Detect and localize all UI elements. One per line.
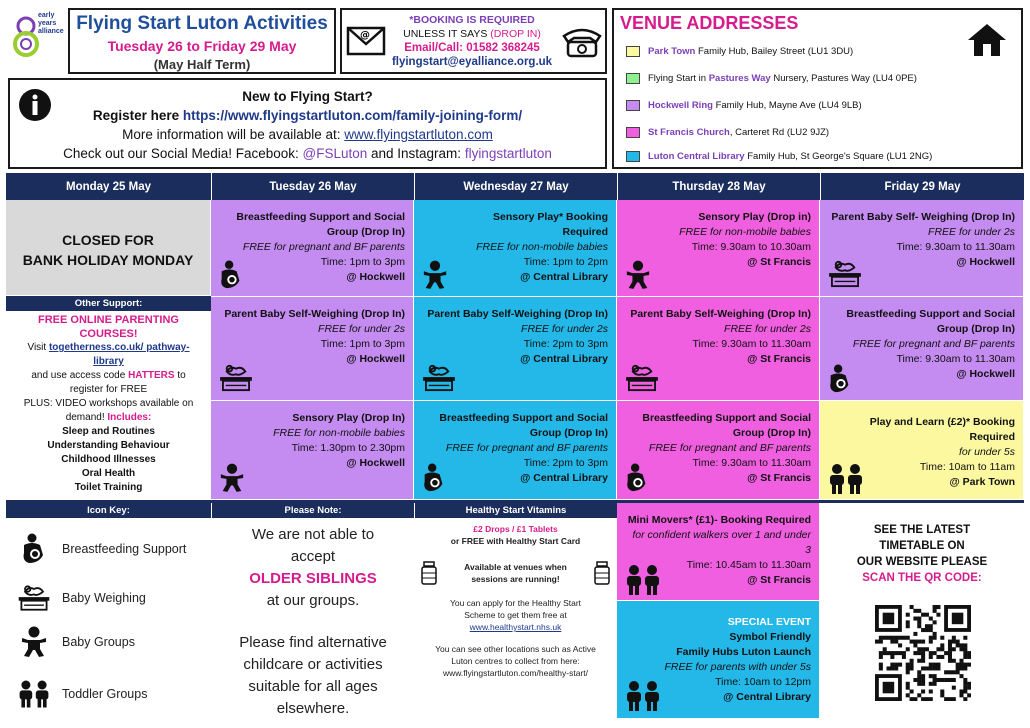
day-header-thursday: Thursday 28 May bbox=[617, 173, 820, 200]
session-tue3 bbox=[211, 401, 414, 500]
session-eligibility: FREE for non-mobile babies bbox=[476, 241, 608, 253]
breastfeeding-icon bbox=[16, 533, 52, 565]
session-venue: @ Park Town bbox=[949, 476, 1015, 488]
session-time: Time: 9.30am to 11.30am bbox=[692, 457, 811, 469]
qr-section: SEE THE LATEST TIMETABLE ON OUR WEBSITE PLEASE SCAN THE QR CODE: bbox=[856, 524, 988, 584]
session-time: Time: 1pm to 2pm bbox=[523, 256, 608, 268]
venue-item bbox=[626, 46, 853, 57]
icon-key-item bbox=[16, 678, 147, 710]
session-title: Parent Baby Self-Weighing (Drop In) bbox=[427, 308, 608, 320]
register-line: Register here https://www.flyingstartluton.com/family-joining-form/ bbox=[92, 108, 523, 123]
session-fri2 bbox=[820, 297, 1024, 401]
baby-scale-icon bbox=[16, 582, 52, 614]
session-venue: @ Central Library bbox=[520, 353, 608, 365]
session-time: Time: 9.30am to 10.30am bbox=[691, 241, 811, 253]
session-venue: @ Hockwell bbox=[346, 271, 405, 283]
session-eligibility: for under 5s bbox=[958, 446, 1015, 458]
venue-item bbox=[626, 127, 829, 138]
baby-scale-icon bbox=[420, 364, 448, 394]
venue-item bbox=[626, 73, 917, 84]
session-eligibility: FREE for under 2s bbox=[928, 226, 1015, 238]
session-thu2 bbox=[617, 297, 820, 401]
vitamins-locations-link[interactable]: www.flyingstartluton.com/healthy-start/ bbox=[442, 668, 589, 678]
session-title: Sensory Play (Drop In) bbox=[292, 412, 405, 424]
facebook-handle[interactable]: @FSLuton bbox=[302, 146, 368, 161]
session-time: Time: 9.30am to 11.30am bbox=[692, 338, 811, 350]
baby-icon bbox=[623, 260, 651, 290]
session-time: Time: 1pm to 3pm bbox=[320, 256, 405, 268]
venue-text: Luton Central Library Family Hub, St George's Square (LU1 2NG) bbox=[648, 151, 933, 162]
instagram-handle[interactable]: flyingstartluton bbox=[464, 146, 552, 161]
session-tue1 bbox=[211, 200, 414, 297]
venue-text: St Francis Church, Carteret Rd (LU2 9JZ) bbox=[648, 127, 830, 138]
venue-box bbox=[612, 8, 1023, 169]
session-eligibility: FREE for non-mobile babies bbox=[679, 226, 811, 238]
session-time: Time: 2pm to 3pm bbox=[523, 338, 608, 350]
toddlers-icon bbox=[623, 680, 663, 712]
breastfeeding-icon bbox=[826, 364, 854, 394]
register-link[interactable]: https://www.flyingstartluton.com/family-joining-form/ bbox=[182, 108, 523, 123]
toddlers-icon bbox=[16, 678, 52, 710]
toddlers-icon bbox=[623, 564, 663, 594]
session-thu3 bbox=[617, 401, 820, 500]
session-time: Time: 1pm to 3pm bbox=[320, 338, 405, 350]
venue-title: VENUE ADDRESSES bbox=[620, 13, 799, 33]
session-eligibility: FREE for under 2s bbox=[521, 323, 608, 335]
session-thu1 bbox=[617, 200, 820, 297]
session-venue: @ Central Library bbox=[520, 472, 608, 484]
baby-icon bbox=[217, 463, 245, 493]
session-venue: @ St Francis bbox=[747, 574, 811, 586]
session-wed2 bbox=[414, 297, 617, 401]
day-header-friday: Friday 29 May bbox=[820, 173, 1024, 200]
vitamin-bottle-icon bbox=[593, 561, 611, 585]
venue-color-swatch bbox=[626, 127, 640, 138]
note-header: Please Note: bbox=[211, 503, 414, 518]
session-venue: @ Hockwell bbox=[956, 256, 1015, 268]
session-title: Breastfeeding Support and Social Group (Drop In) bbox=[439, 412, 608, 439]
venue-color-swatch bbox=[626, 73, 640, 84]
baby-icon bbox=[420, 260, 448, 290]
day-header-wednesday: Wednesday 27 May bbox=[414, 173, 617, 200]
venue-text: Hockwell Ring Family Hub, Mayne Ave (LU4 9LB) bbox=[648, 100, 862, 111]
date-range: Tuesday 26 to Friday 29 May bbox=[107, 38, 297, 54]
website-link[interactable]: www.flyingstartluton.com bbox=[344, 127, 493, 142]
info-box bbox=[8, 78, 607, 169]
session-title: Parent Baby Self-Weighing (Drop In) bbox=[630, 308, 811, 320]
session-thu4 bbox=[617, 503, 820, 601]
session-title: Mini Movers* (£1)- Booking Required bbox=[627, 514, 811, 526]
icon-key-label: Toddler Groups bbox=[62, 687, 148, 701]
baby-scale-icon bbox=[623, 364, 651, 394]
social-line: Check out our Social Media! Facebook: @FSLuton and Instagram: flyingstartluton bbox=[63, 146, 552, 161]
session-eligibility: FREE for pregnant and BF parents bbox=[445, 442, 608, 454]
session-title: Breastfeeding Support and Social Group (Drop In) bbox=[236, 211, 405, 238]
breastfeeding-icon bbox=[217, 260, 245, 290]
session-title: Breastfeeding Support and Social Group (Drop In) bbox=[846, 308, 1015, 335]
session-venue: @ St Francis bbox=[747, 353, 811, 365]
breastfeeding-icon bbox=[420, 463, 448, 493]
healthystart-link[interactable]: www.healthystart.nhs.uk bbox=[469, 622, 562, 632]
baby-scale-icon bbox=[826, 260, 854, 290]
booking-email[interactable]: flyingstart@eyalliance.org.uk bbox=[391, 56, 553, 68]
other-support: FREE ONLINE PARENTING COURSES! Visit togetherness.co.uk/ pathway-library and use access code HATTERS to register for FREE PLUS: VIDEO workshops available on demand! Includes: Sleep and Routines Understanding Behaviour Childhood Illnesses Oral Health Toilet Training bbox=[23, 314, 194, 493]
session-title: Play and Learn (£2)* Booking Required bbox=[869, 416, 1015, 443]
session-wed3 bbox=[414, 401, 617, 500]
togetherness-link[interactable]: togetherness.co.uk/ pathway-library bbox=[48, 342, 190, 367]
session-venue: @ Central Library bbox=[520, 271, 608, 283]
venue-item bbox=[626, 100, 862, 111]
row-divider bbox=[6, 500, 1024, 503]
booking-unless: UNLESS IT SAYS (DROP IN) bbox=[403, 28, 541, 40]
icon-key-item bbox=[16, 533, 186, 565]
venue-color-swatch bbox=[626, 46, 640, 57]
session-fri3 bbox=[820, 401, 1024, 500]
breastfeeding-icon bbox=[623, 463, 651, 493]
session-time: Time: 10am to 11am bbox=[919, 461, 1015, 473]
session-time: Time: 2pm to 3pm bbox=[523, 457, 608, 469]
session-eligibility: FREE for under 2s bbox=[318, 323, 405, 335]
session-time: Time: 10.45am to 11.30am bbox=[686, 559, 811, 571]
session-title: Sensory Play* Booking Required bbox=[493, 211, 608, 238]
icon-key-label: Baby Weighing bbox=[62, 591, 146, 605]
session-time: Time: 1.30pm to 2.30pm bbox=[291, 442, 405, 454]
session-eligibility: FREE for non-mobile babies bbox=[273, 427, 405, 439]
icon-key-item bbox=[16, 626, 135, 658]
venue-text: Flying Start in Pastures Way Nursery, Pastures Way (LU4 0PE) bbox=[648, 73, 917, 84]
session-time: Time: 9.30am to 11.30am bbox=[896, 241, 1015, 253]
vitamins-body: £2 Drops / £1 Tablets or FREE with Healthy Start Card Available at venues when sessions are running! You can apply for the Healthy Start Scheme to get them free at www.healthystart.nhs.uk You can see other locations such as Active Luton centres to collect from here: www.flyingstartluton.com/healthy-start/ bbox=[416, 523, 615, 679]
baby-icon bbox=[16, 626, 52, 658]
icon-key-label: Baby Groups bbox=[62, 635, 135, 649]
vitamins-header: Healthy Start Vitamins bbox=[414, 503, 617, 518]
session-eligibility: for confident walkers over 1 and under 3 bbox=[632, 529, 811, 556]
session-title: Parent Baby Self- Weighing (Drop In) bbox=[831, 211, 1015, 223]
session-fri1 bbox=[820, 200, 1024, 297]
booking-box bbox=[340, 8, 607, 74]
svg-text:@: @ bbox=[360, 30, 370, 41]
other-support-header: Other Support: bbox=[6, 296, 211, 311]
session-wed1 bbox=[414, 200, 617, 297]
term-label: (May Half Term) bbox=[153, 57, 251, 72]
session-eligibility: FREE for pregnant and BF parents bbox=[852, 338, 1015, 350]
booking-required: *BOOKING IS REQUIRED bbox=[409, 14, 535, 26]
session-eligibility: FREE for under 2s bbox=[724, 323, 811, 335]
session-time: Time: 9.30am to 11.30am bbox=[896, 353, 1015, 365]
session-venue: @ St Francis bbox=[747, 256, 811, 268]
info-icon bbox=[18, 88, 52, 122]
qr-code[interactable] bbox=[875, 605, 971, 701]
day-header-monday: Monday 25 May bbox=[6, 173, 211, 200]
session-title: Breastfeeding Support and Social Group (Drop In) bbox=[642, 412, 811, 439]
session-venue: @ Hockwell bbox=[346, 353, 405, 365]
venue-color-swatch bbox=[626, 100, 640, 111]
title-box bbox=[68, 8, 336, 74]
session-eligibility: FREE for pregnant and BF parents bbox=[242, 241, 405, 253]
session-venue: @ St Francis bbox=[747, 472, 811, 484]
home-icon bbox=[966, 22, 1008, 58]
session-title: Sensory Play (Drop in) bbox=[698, 211, 811, 223]
note-body: We are not able to accept OLDER SIBLINGS at our groups. Please find alternative childcare or activities suitable for all ages elsewhere. bbox=[239, 526, 387, 717]
icon-key-label: Breastfeeding Support bbox=[62, 542, 187, 556]
session-venue: @ Hockwell bbox=[346, 457, 405, 469]
day-header-tuesday: Tuesday 26 May bbox=[211, 173, 414, 200]
venue-item bbox=[626, 151, 932, 162]
page-title: Flying Start Luton Activities bbox=[76, 13, 328, 34]
info-heading: New to Flying Start? bbox=[242, 89, 373, 104]
booking-contact: Email/Call: 01582 368245 bbox=[404, 42, 540, 54]
session-title: Parent Baby Self-Weighing (Drop In) bbox=[224, 308, 405, 320]
envelope-icon bbox=[346, 24, 386, 56]
vitamin-bottle-icon bbox=[420, 561, 438, 585]
icon-key-item bbox=[16, 582, 146, 614]
venue-text: Park Town Family Hub, Bailey Street (LU1 3DU) bbox=[648, 46, 854, 57]
icon-key-header: Icon Key: bbox=[6, 503, 211, 518]
logo-text: early years alliance bbox=[38, 12, 64, 35]
session-eligibility: FREE for pregnant and BF parents bbox=[648, 442, 811, 454]
baby-scale-icon bbox=[217, 364, 245, 394]
session-venue: @ Hockwell bbox=[956, 368, 1015, 380]
session-tue2 bbox=[211, 297, 414, 401]
toddlers-icon bbox=[826, 463, 866, 493]
special-event: SPECIAL EVENT Symbol Friendly Family Hubs Luton Launch FREE for parents with under 5s Time: 10am to 12pm @ Central Library bbox=[617, 601, 820, 719]
venue-color-swatch bbox=[626, 151, 640, 162]
phone-icon bbox=[560, 24, 604, 60]
more-info-line: More information will be available at: www.flyingstartluton.com bbox=[122, 127, 493, 142]
monday-closed: CLOSED FOR BANK HOLIDAY MONDAY bbox=[6, 200, 211, 296]
